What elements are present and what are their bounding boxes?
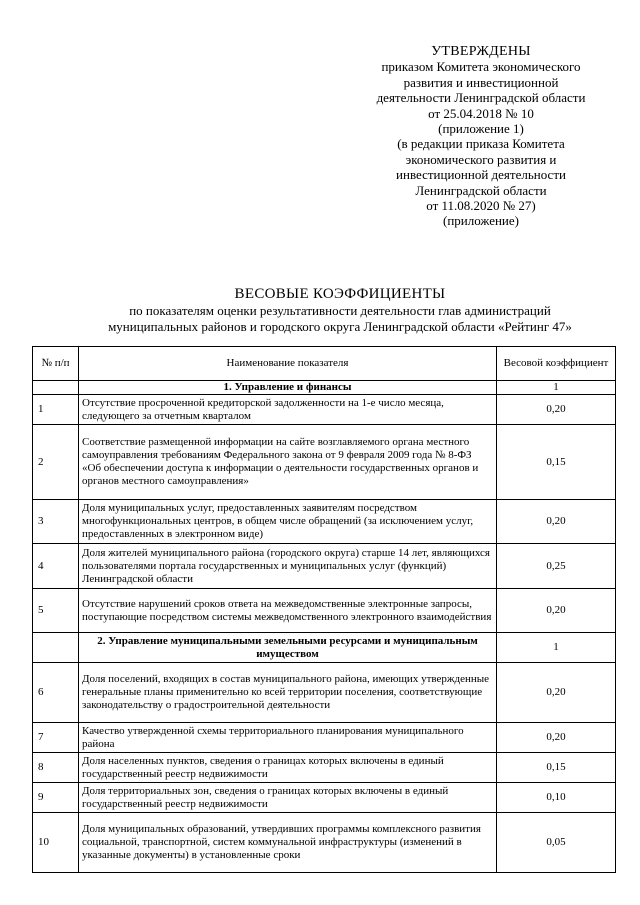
document-subtitle-line: муниципальных районов и городского округа Ленинградской области «Рейтинг 47» bbox=[108, 319, 572, 334]
table-row bbox=[33, 589, 616, 633]
section-title: 1. Управление и финансы bbox=[79, 381, 497, 395]
approval-line: развития и инвестиционной bbox=[403, 74, 559, 90]
approval-line: деятельности Ленинградской области bbox=[376, 90, 586, 106]
row-num: 7 bbox=[33, 723, 79, 753]
row-coef: 0,25 bbox=[497, 544, 616, 589]
row-num: 1 bbox=[33, 395, 79, 425]
section-coef: 1 bbox=[497, 381, 616, 395]
row-name: Качество утвержденной схемы территориального планирования муниципального района bbox=[79, 723, 497, 753]
table-row bbox=[33, 723, 616, 753]
header-name: Наименование показателя bbox=[79, 347, 497, 381]
table-row bbox=[33, 783, 616, 813]
approval-line: от 11.08.2020 № 27) bbox=[426, 198, 536, 214]
approval-line: экономического развития и bbox=[405, 151, 557, 167]
table-row bbox=[33, 663, 616, 723]
row-name: Соответствие размещенной информации на сайте возглавляемого органа местного самоуправления требованиям Федерального закона от 9 февраля 2009 года № 8-ФЗ «Об обеспечении доступа к информации о деятельности государственных органов и органов местного самоуправления» bbox=[79, 425, 497, 500]
table-row bbox=[33, 500, 616, 544]
section-coef: 1 bbox=[497, 633, 616, 663]
table-row bbox=[33, 425, 616, 500]
approval-line: (приложение 1) bbox=[438, 121, 524, 137]
approval-line: (в редакции приказа Комитета bbox=[397, 136, 565, 152]
section-row bbox=[33, 381, 616, 395]
header-coef: Весовой коэффициент bbox=[497, 347, 616, 381]
approval-line: Ленинградской области bbox=[415, 182, 547, 198]
table-row bbox=[33, 395, 616, 425]
document-title: ВЕСОВЫЕ КОЭФФИЦИЕНТЫ bbox=[234, 286, 446, 302]
row-num: 5 bbox=[33, 589, 79, 633]
row-num: 9 bbox=[33, 783, 79, 813]
row-coef: 0,10 bbox=[497, 783, 616, 813]
row-num: 10 bbox=[33, 813, 79, 873]
row-name: Доля поселений, входящих в состав муниципального района, имеющих утвержденные генеральные планы применительно ко всей территории поселения, соответствующие законодательству о градостроительной деятельности bbox=[79, 663, 497, 723]
row-coef: 0,20 bbox=[497, 663, 616, 723]
row-num: 8 bbox=[33, 753, 79, 783]
table-row bbox=[33, 753, 616, 783]
row-num: 2 bbox=[33, 425, 79, 500]
row-name: Отсутствие просроченной кредиторской задолженности на 1-е число месяца, следующего за отчетным кварталом bbox=[79, 395, 497, 425]
row-name: Доля муниципальных услуг, предоставленных заявителям посредством многофункциональных центров, в общем числе обращений (за исключением услуг, предоставленных в электронном виде) bbox=[79, 500, 497, 544]
approval-block bbox=[350, 44, 612, 229]
coefficients-table bbox=[32, 346, 616, 873]
section-title: 2. Управление муниципальными земельными ресурсами и муниципальным имуществом bbox=[79, 633, 497, 663]
header-num: № п/п bbox=[33, 347, 79, 381]
approval-line: приказом Комитета экономического bbox=[381, 59, 581, 75]
row-coef: 0,15 bbox=[497, 425, 616, 500]
table-row bbox=[33, 813, 616, 873]
section-row bbox=[33, 633, 616, 663]
row-name: Доля населенных пунктов, сведения о границах которых включены в единый государственный реестр недвижимости bbox=[79, 753, 497, 783]
approval-line: инвестиционной деятельности bbox=[396, 167, 566, 183]
row-coef: 0,20 bbox=[497, 589, 616, 633]
row-name: Доля территориальных зон, сведения о границах которых включены в единый государственный реестр недвижимости bbox=[79, 783, 497, 813]
document-subtitle-line: по показателям оценки результативности деятельности глав администраций bbox=[129, 303, 551, 318]
row-num: 3 bbox=[33, 500, 79, 544]
approval-line: (приложение) bbox=[442, 213, 519, 229]
row-coef: 0,20 bbox=[497, 500, 616, 544]
row-name: Доля жителей муниципального района (городского округа) старше 14 лет, являющихся пользователями портала государственных и муниципальных услуг (функций) Ленинградской области bbox=[79, 544, 497, 589]
document-heading bbox=[40, 285, 640, 335]
row-num: 4 bbox=[33, 544, 79, 589]
row-num: 6 bbox=[33, 663, 79, 723]
row-coef: 0,20 bbox=[497, 723, 616, 753]
table-row bbox=[33, 544, 616, 589]
row-name: Отсутствие нарушений сроков ответа на межведомственные электронные запросы, поступающие посредством системы межведомственного электронного взаимодействия bbox=[79, 589, 497, 633]
approval-line: от 25.04.2018 № 10 bbox=[428, 105, 534, 121]
approval-title: УТВЕРЖДЕНЫ bbox=[431, 44, 531, 59]
row-name: Доля муниципальных образований, утвердивших программы комплексного развития социальной, транспортной, систем коммунальной инфраструктуры (изменений в указанные документы) в установленные сроки bbox=[79, 813, 497, 873]
row-coef: 0,20 bbox=[497, 395, 616, 425]
row-coef: 0,15 bbox=[497, 753, 616, 783]
row-coef: 0,05 bbox=[497, 813, 616, 873]
